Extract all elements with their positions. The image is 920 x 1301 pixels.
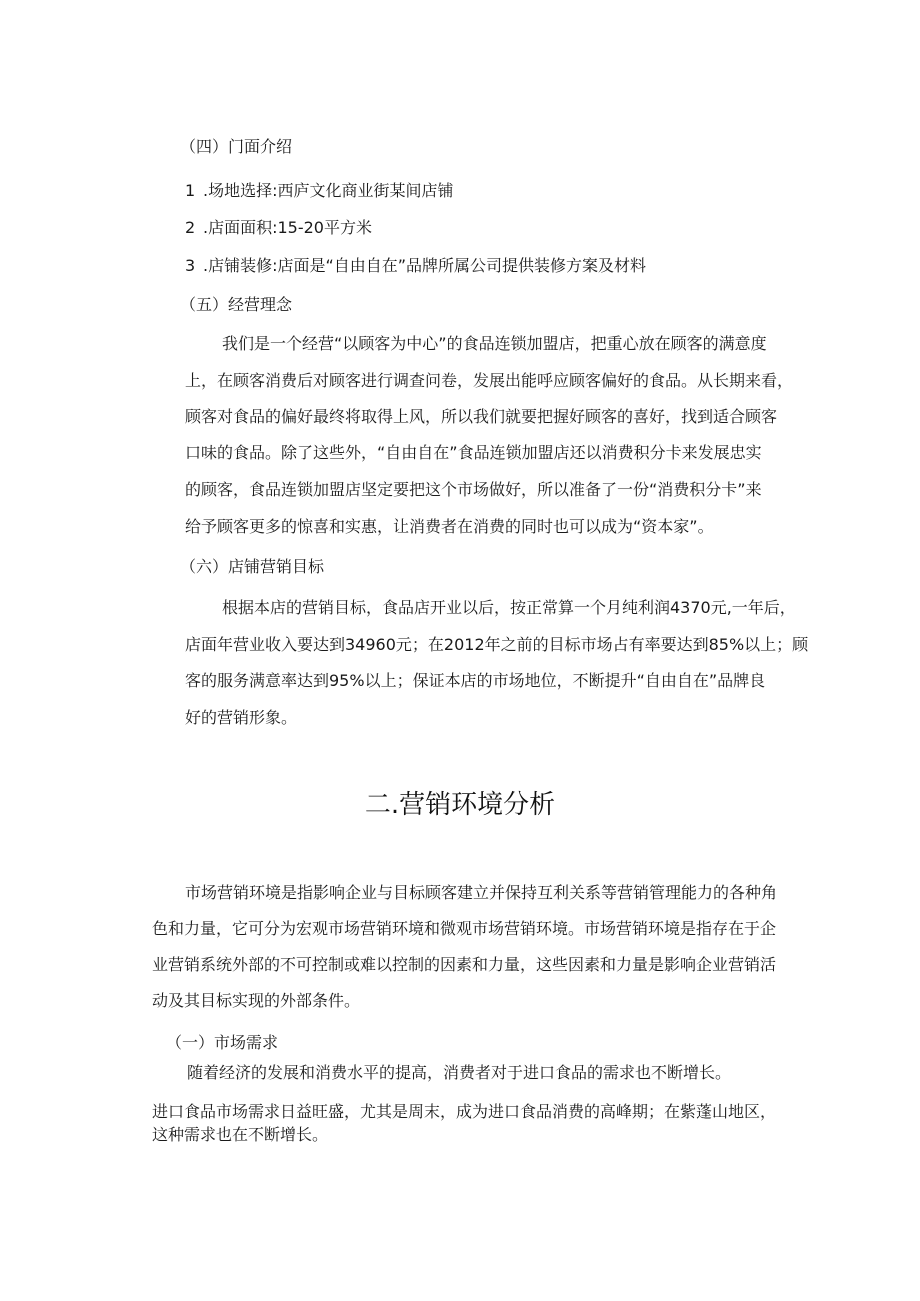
item-number: 1 (185, 181, 196, 200)
section4-heading: （四）门面介绍 (180, 137, 293, 156)
subsection-heading: （一）市场需求 (166, 1033, 279, 1052)
list-item (185, 180, 453, 202)
paragraph-line: 动及其目标实现的外部条件。 (152, 991, 361, 1010)
paragraph-line: 根据本店的营销目标，食品店开业以后，按正常算一个月纯利润4370元,一年后， (222, 598, 796, 617)
paragraph-line: 随着经济的发展和消费水平的提高，消费者对于进口食品的需求也不断增长。 (187, 1063, 732, 1082)
chapter-title: 二.营销环境分析 (364, 790, 556, 820)
paragraph-line: 上，在顾客消费后对顾客进行调查问卷，发展出能呼应顾客偏好的食品。从长期来看， (185, 371, 794, 390)
paragraph-line: 市场营销环境是指影响企业与目标顾客建立并保持互利关系等营销管理能力的各种角 (185, 883, 778, 902)
item-number: 3 (185, 256, 196, 275)
paragraph-line: 这种需求也在不断增长。 (152, 1125, 329, 1144)
item-text: .店铺装修:店面是“自由自在”品牌所属公司提供装修方案及材料 (203, 256, 647, 275)
paragraph-line: 业营销系统外部的不可控制或难以控制的因素和力量，这些因素和力量是影响企业营销活 (152, 955, 777, 974)
paragraph-line: 我们是一个经营“以顾客为中心”的食品连锁加盟店，把重心放在顾客的满意度 (222, 334, 767, 353)
paragraph-line: 色和力量，它可分为宏观市场营销环境和微观市场营销环境。市场营销环境是指存在于企 (152, 919, 777, 938)
paragraph-line: 给予顾客更多的惊喜和实惠，让消费者在消费的同时也可以成为“资本家”。 (185, 517, 714, 536)
item-text: .店面面积:15-20平方米 (203, 218, 372, 237)
item-text: .场地选择:西庐文化商业街某间店铺 (203, 181, 454, 200)
list-item (185, 217, 372, 239)
paragraph-line: 好的营销形象。 (185, 708, 298, 727)
paragraph-line: 客的服务满意率达到95%以上；保证本店的市场地位，不断提升“自由自在”品牌良 (185, 671, 766, 690)
list-item (185, 255, 646, 277)
item-number: 2 (185, 218, 196, 237)
section5-heading: （五）经营理念 (180, 295, 293, 314)
paragraph-line: 店面年营业收入要达到34960元；在2012年之前的目标市场占有率要达到85%以上；顾 (185, 635, 809, 654)
paragraph-line: 顾客对食品的偏好最终将取得上风，所以我们就要把握好顾客的喜好，找到适合顾客 (185, 407, 778, 426)
paragraph-line: 进口食品市场需求日益旺盛，尤其是周末，成为进口食品消费的高峰期；在紫蓬山地区， (152, 1102, 777, 1121)
paragraph-line: 口味的食品。除了这些外，“自由自在”食品连锁加盟店还以消费积分卡来发展忠实 (185, 443, 762, 462)
paragraph-line: 的顾客，食品连锁加盟店坚定要把这个市场做好，所以准备了一份“消费积分卡”来 (185, 480, 762, 499)
section6-heading: （六）店铺营销目标 (180, 557, 325, 576)
